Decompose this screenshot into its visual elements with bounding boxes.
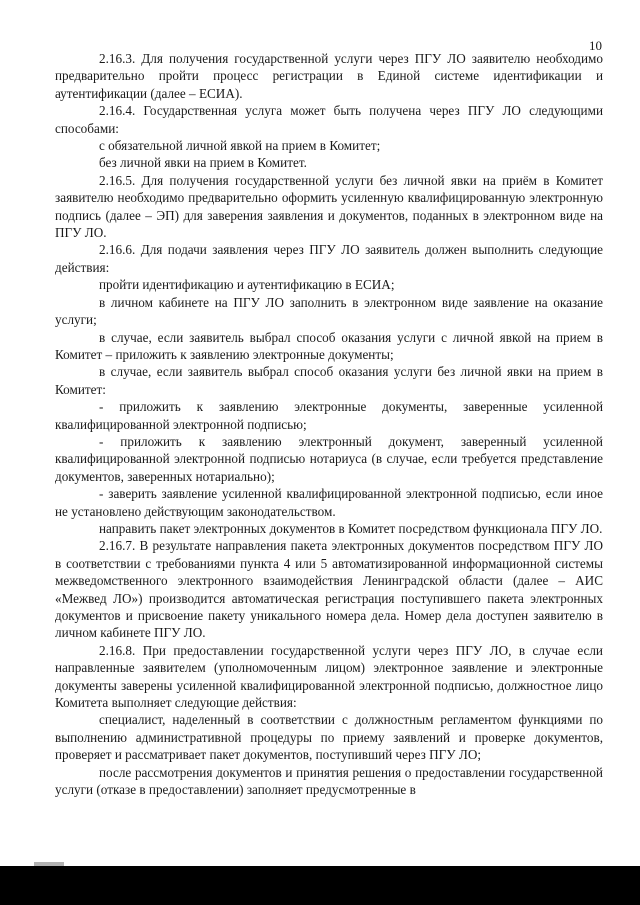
paragraph: 2.16.6. Для подачи заявления через ПГУ ЛО заявитель должен выполнить следующие действия: xyxy=(55,242,603,275)
paragraph: без личной явки на прием в Комитет. xyxy=(99,155,307,171)
paragraph: 2.16.8. При предоставлении государственной услуги через ПГУ ЛО, в случае если направленные заявителем (уполномоченным лицом) электронное заявление и электронные документы заверены усиленной квалифицированной электронной подписью, должностное лицо Комитета выполняет следующие действия: xyxy=(55,642,603,711)
paragraph: 2.16.5. Для получения государственной услуги без личной явки на приём в Комитет заявителю необходимо предварительно оформить усиленную квалифицированную электронную подпись (далее – ЭП) для заверения заявления и документов, поданных в электронном виде на ПГУ ЛО. xyxy=(55,172,603,241)
document-body xyxy=(55,50,603,798)
paragraph: после рассмотрения документов и принятия решения о предоставлении государственной услуги (отказе в предоставлении) заполняет предусмотренные в xyxy=(55,764,603,798)
paragraph: направить пакет электронных документов в Комитет посредством функционала ПГУ ЛО. xyxy=(99,520,603,536)
paragraph: в случае, если заявитель выбрал способ оказания услуги с личной явкой на прием в Комитет – приложить к заявлению электронные документы; xyxy=(55,329,603,362)
scan-bottom-border xyxy=(0,866,640,905)
paragraph: пройти идентификацию и аутентификацию в ЕСИА; xyxy=(99,277,395,293)
paragraph: - приложить к заявлению электронный документ, заверенный усиленной квалифицированной электронной подписью нотариуса (в случае, если требуется представление документов, заверенных нотариально); xyxy=(55,433,603,484)
paragraph: 2.16.7. В результате направления пакета электронных документов посредством ПГУ ЛО в соответствии с требованиями пункта 4 или 5 автоматизированной информационной системы межведомственного электронного взаимодействия Ленинградской области (далее – АИС «Межвед ЛО») производится автоматическая регистрация поступившего пакета электронных документов и присвоение пакету уникального номера дела. Номер дела доступен заявителю в личном кабинете ПГУ ЛО. xyxy=(55,538,603,641)
paragraph: в случае, если заявитель выбрал способ оказания услуги без личной явки на прием в Комитет: xyxy=(55,364,603,397)
paragraph: - приложить к заявлению электронные документы, заверенные усиленной квалифицированной электронной подписью; xyxy=(55,399,603,432)
paragraph: 2.16.3. Для получения государственной услуги через ПГУ ЛО заявителю необходимо предварительно пройти процесс регистрации в Единой системе идентификации и аутентификации (далее – ЕСИА). xyxy=(55,51,603,101)
paragraph: специалист, наделенный в соответствии с должностным регламентом функциями по выполнению административной процедуры по приему заявлений и проверке документов, проверяет и рассматривает пакет документов, поступивший через ПГУ ЛО; xyxy=(55,712,603,763)
paragraph: с обязательной личной явкой на прием в Комитет; xyxy=(99,138,381,154)
paragraph: в личном кабинете на ПГУ ЛО заполнить в электронном виде заявление на оказание услуги; xyxy=(55,294,603,328)
paragraph: 2.16.4. Государственная услуга может быть получена через ПГУ ЛО следующими способами: xyxy=(55,103,603,136)
paragraph: - заверить заявление усиленной квалифицированной электронной подписью, если иное не установлено действующим законодательством. xyxy=(55,486,603,519)
page-number: 10 xyxy=(589,38,602,53)
